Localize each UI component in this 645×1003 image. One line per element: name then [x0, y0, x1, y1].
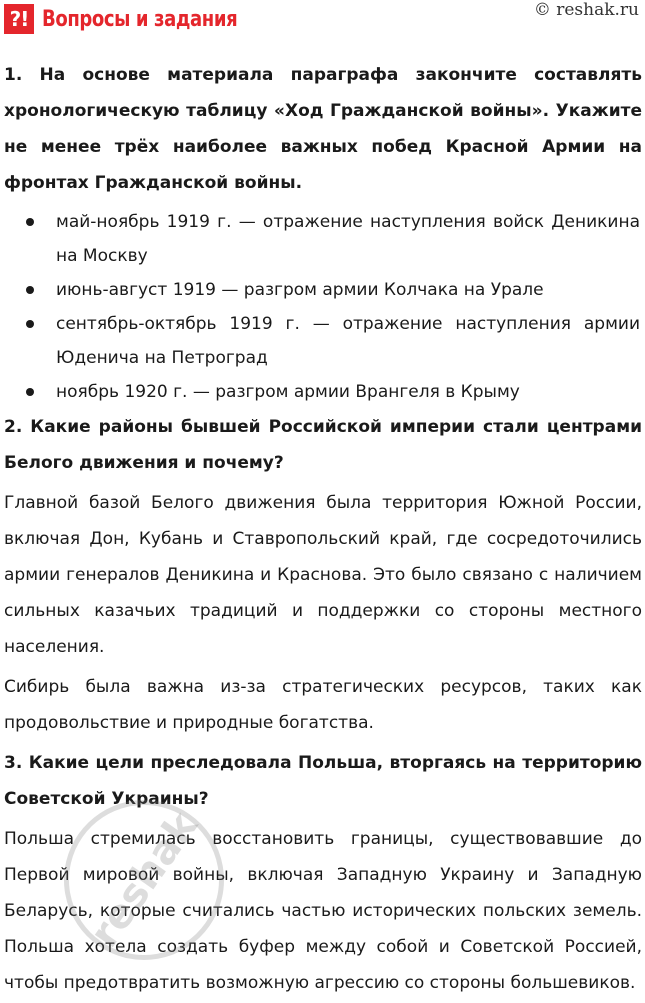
source-credit: © reshak.ru — [533, 0, 639, 20]
document-body — [4, 57, 642, 1001]
question-2: 2. Какие районы бывшей Российской империи стали центрами Белого движения и почему? — [4, 417, 642, 473]
answer-3-paragraph-1: Польша стремилась восстановить границы, существовавшие до Первой мировой войны, включая Западную Украину и Западную Беларусь, которые считались частью исторических польских земель. Польша хотела создать буфер между собой и Советской Россией, чтобы предотвратить возможную агрессию со стороны большевиков. — [4, 829, 642, 993]
answer-1-list — [4, 205, 642, 409]
question-1: 1. На основе материала параграфа закончите составлять хронологическую таблицу «Ход Гражданской войны». Укажите не менее трёх наиболее важных побед Красной Армии на фронтах Гражданской войны. — [4, 65, 642, 193]
watermark-logo: reshak — [33, 769, 256, 992]
section-header — [4, 4, 280, 34]
question-exclamation-icon: ?! — [4, 4, 34, 34]
section-title: Вопросы и задания — [42, 6, 238, 32]
answer-2-paragraph-2: Сибирь была важна из-за стратегических ресурсов, таких как продовольствие и природные богатства. — [4, 677, 642, 733]
list-item: май-ноябрь 1919 г. — отражение наступления войск Деникина на Москву — [56, 205, 642, 273]
question-3: 3. Какие цели преследовала Польша, вторгаясь на территорию Советской Украины? — [4, 753, 642, 809]
list-item: июнь-август 1919 — разгром армии Колчака на Урале — [56, 273, 642, 307]
answer-2-paragraph-1: Главной базой Белого движения была территория Южной России, включая Дон, Кубань и Ставропольский край, где сосредоточились армии генералов Деникина и Краснова. Это было связано с наличием сильных казачьих традиций и поддержки со стороны местного населения. — [4, 493, 642, 657]
list-item: ноябрь 1920 г. — разгром армии Врангеля в Крыму — [56, 375, 642, 409]
list-item: сентябрь-октябрь 1919 г. — отражение наступления армии Юденича на Петроград — [56, 307, 642, 375]
